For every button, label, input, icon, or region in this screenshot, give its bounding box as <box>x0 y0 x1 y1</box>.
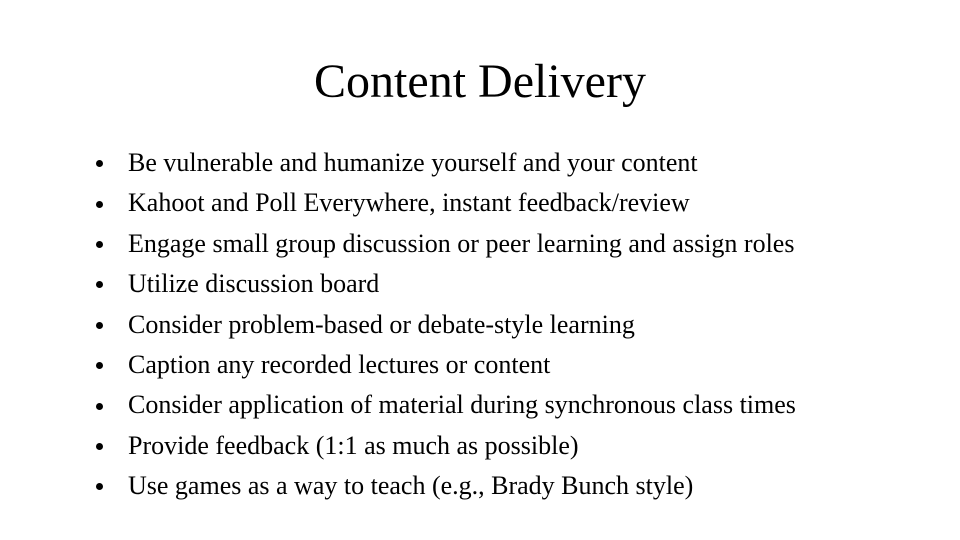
bullet-dot-icon <box>96 201 103 208</box>
bullet-item <box>96 345 936 385</box>
bullet-text: Utilize discussion board <box>128 269 380 299</box>
bullet-dot-icon <box>96 483 103 490</box>
bullet-dot-icon <box>96 241 103 248</box>
bullet-text: Kahoot and Poll Everywhere, instant feedback/review <box>128 188 690 218</box>
bullet-text: Caption any recorded lectures or content <box>128 349 551 379</box>
bullet-item <box>96 264 936 304</box>
bullet-text: Consider application of material during synchronous class times <box>128 390 796 420</box>
bullet-list <box>96 143 936 507</box>
bullet-text: Engage small group discussion or peer learning and assign roles <box>128 228 795 258</box>
bullet-item <box>96 466 936 506</box>
bullet-item <box>96 305 936 345</box>
bullet-item <box>96 385 936 425</box>
slide-title: Content Delivery <box>314 55 646 108</box>
bullet-dot-icon <box>96 160 103 167</box>
bullet-dot-icon <box>96 362 103 369</box>
bullet-text: Provide feedback (1:1 as much as possible) <box>128 430 579 460</box>
bullet-item <box>96 426 936 466</box>
bullet-item <box>96 224 936 264</box>
bullet-text: Consider problem-based or debate-style learning <box>128 309 635 339</box>
bullet-text: Be vulnerable and humanize yourself and your content <box>128 148 698 177</box>
bullet-item <box>96 143 936 183</box>
bullet-dot-icon <box>96 322 103 329</box>
bullet-dot-icon <box>96 443 103 450</box>
bullet-text: Use games as a way to teach (e.g., Brady Bunch style) <box>128 471 694 501</box>
bullet-dot-icon <box>96 281 103 288</box>
bullet-dot-icon <box>96 403 103 410</box>
bullet-item <box>96 183 936 223</box>
